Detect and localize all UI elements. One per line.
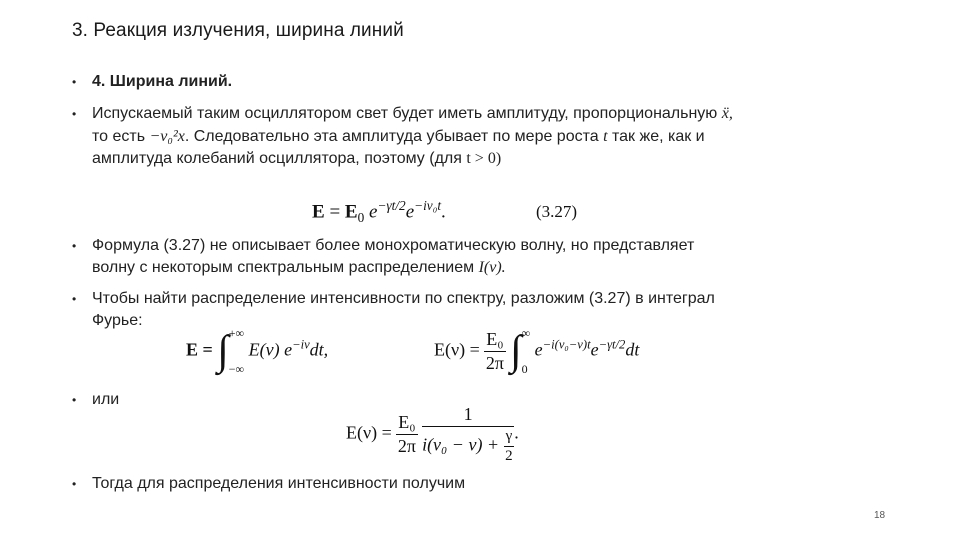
- integral-limits: +∞ −∞: [228, 326, 245, 377]
- spectrum-equation: [346, 404, 519, 465]
- f2-fraction: $\frac{\text{E₀}}{2\pi}$: [485, 328, 504, 373]
- eq-exp2-sup: −iν₀t: [414, 198, 442, 213]
- f2-tail: dt: [625, 339, 640, 360]
- f2-body: e: [534, 339, 543, 360]
- f1-body-sup: −iν: [292, 337, 310, 352]
- slide-title: 3. Реакция излучения, ширина линий: [72, 20, 404, 41]
- math-inline: t: [603, 128, 608, 145]
- bullet-text: амплитуда колебаний осциллятора, поэтому (для: [92, 150, 467, 167]
- math-inline: t > 0): [466, 150, 502, 167]
- eq-exp1-sup: −γt/2: [377, 198, 406, 213]
- integral-limits: ∞ 0: [521, 326, 531, 377]
- bullet-dot: •: [72, 477, 77, 491]
- eq-e0: E: [344, 201, 358, 223]
- bullet-text: Испускаемый таким осциллятором свет будет иметь амплитуду, пропорциональную: [92, 105, 722, 122]
- integral-sign: ∫: [510, 328, 522, 375]
- f1-lhs: E =: [186, 339, 213, 360]
- spec-lhs: E(ν) =: [346, 422, 392, 443]
- page-number: 18: [874, 510, 886, 521]
- f2-body-sup1: −i(ν₀−ν)t: [542, 337, 591, 352]
- spec-fraction-1: $\frac{\text{E₀}}{2\pi}$: [397, 412, 416, 456]
- bullet-text: . Следовательно эта амплитуда убывает по мере роста: [184, 128, 604, 145]
- spec-tail: .: [514, 422, 519, 443]
- eq-dot: .: [441, 201, 446, 223]
- equation-3-27: [312, 198, 446, 226]
- gamma-fraction: $\frac{\gamma}{2}$: [505, 428, 513, 464]
- bullet-dot: •: [72, 239, 77, 253]
- fourier-integral-2: [434, 326, 639, 377]
- f2-lhs: E(ν) =: [434, 339, 480, 360]
- bullet-text: волну с некоторым спектральным распределением: [92, 259, 479, 276]
- bullet-dot: •: [72, 75, 77, 89]
- bullet-text: Тогда для распределения интенсивности получим: [92, 475, 466, 492]
- bullet-text: 4. Ширина линий.: [92, 73, 233, 90]
- eq-sign: =: [329, 201, 341, 223]
- f1-body: E(ν) e: [248, 339, 293, 360]
- bullet-dot: •: [72, 107, 77, 121]
- eq-exp2: e: [405, 201, 415, 223]
- bullet-dot: •: [72, 393, 77, 407]
- math-inline: ẍ,: [721, 105, 733, 122]
- math-inline: I(ν).: [478, 259, 506, 276]
- eq-e0-sub: 0: [357, 210, 365, 226]
- fourier-integral-1: [186, 326, 328, 377]
- math-inline: −ν₀²x: [149, 128, 185, 145]
- f2-body-mid: e: [590, 339, 599, 360]
- bullet-text: Чтобы найти распределение интенсивности по спектру, разложим (3.27) в интеграл: [92, 290, 715, 307]
- bullet-text: так же, как и: [607, 128, 705, 145]
- spec-fraction-2: 1 i(ν₀ − ν) + $\frac{\gamma}{2}$: [422, 404, 513, 464]
- bullet-dot: •: [72, 292, 77, 306]
- bullet-text: то есть: [92, 128, 150, 145]
- bullet-text: Формула (3.27) не описывает более монохроматическую волну, но представляет: [92, 237, 695, 254]
- equation-number: (3.27): [536, 202, 578, 221]
- eq-exp1: e: [369, 201, 378, 223]
- eq-lhs: E: [312, 201, 325, 223]
- f1-tail: dt,: [309, 339, 329, 360]
- bullet-text: или: [92, 391, 120, 408]
- bullet-text: Фурье:: [92, 312, 143, 329]
- f2-body-sup2: −γt/2: [598, 337, 626, 352]
- integral-sign: ∫: [217, 328, 229, 375]
